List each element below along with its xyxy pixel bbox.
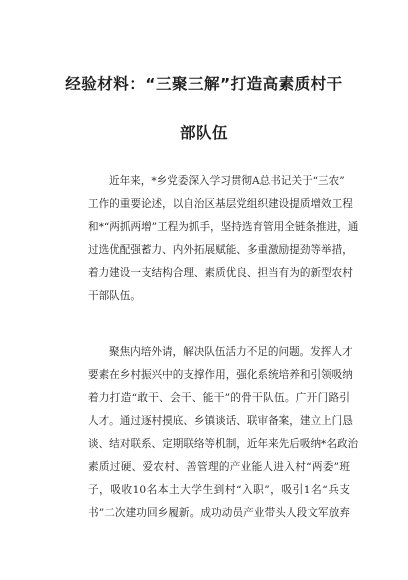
- paragraph-line: 人才。通过逐村摸底、乡镇谈话、联审备案，建立上门恳: [88, 415, 353, 427]
- paragraph-line: 素质过硬、爱农村、善管理的产业能人进入村“两委”班: [88, 461, 350, 473]
- paragraph-line: 书”二次建功回乡履新。成功动员产业带头人段文军放弃: [88, 507, 350, 519]
- paragraph-line: 干部队伍。: [88, 290, 141, 302]
- paragraph-line: 过选优配强蓄力、内外拓展赋能、多重激励提劲等举措，: [88, 244, 353, 256]
- paragraph-1: [88, 170, 359, 308]
- paragraph-line: 近年来，*乡党委深入学习贯彻A总书记关于“三农”: [109, 175, 345, 187]
- paragraph-line: 聚焦内培外请，解决队伍活力不足的问题。发挥人才: [109, 346, 353, 358]
- paragraph-line: 要素在乡村振兴中的支撑作用，强化系统培养和引领吸纳: [88, 369, 353, 381]
- paragraph-line: 工作的重要论述，以自治区基层党组织建设提质增效工程: [88, 198, 353, 210]
- paragraph-line: 谈、结对联系、定期联络等机制，近年来先后吸纳*名政治: [88, 438, 359, 450]
- paragraph-2: [88, 341, 359, 525]
- paragraph-line: 子，吸收10名本土大学生到村“入职”，吸引1名“兵支: [88, 484, 350, 496]
- document-title-line-1: 经验材料：“三聚三解”打造高素质村干: [65, 75, 343, 93]
- paragraph-line: 着力建设一支结构合理、素质优良、担当有为的新型农村: [88, 267, 353, 279]
- paragraph-line: 着力打造“敢干、会干、能干”的骨干队伍。广开门路引: [88, 392, 350, 404]
- paragraph-line: 和*“两抓两增”工程为抓手，坚持选育管用全链条推进，通: [88, 221, 359, 233]
- document-title-line-2: 部队伍: [179, 124, 228, 142]
